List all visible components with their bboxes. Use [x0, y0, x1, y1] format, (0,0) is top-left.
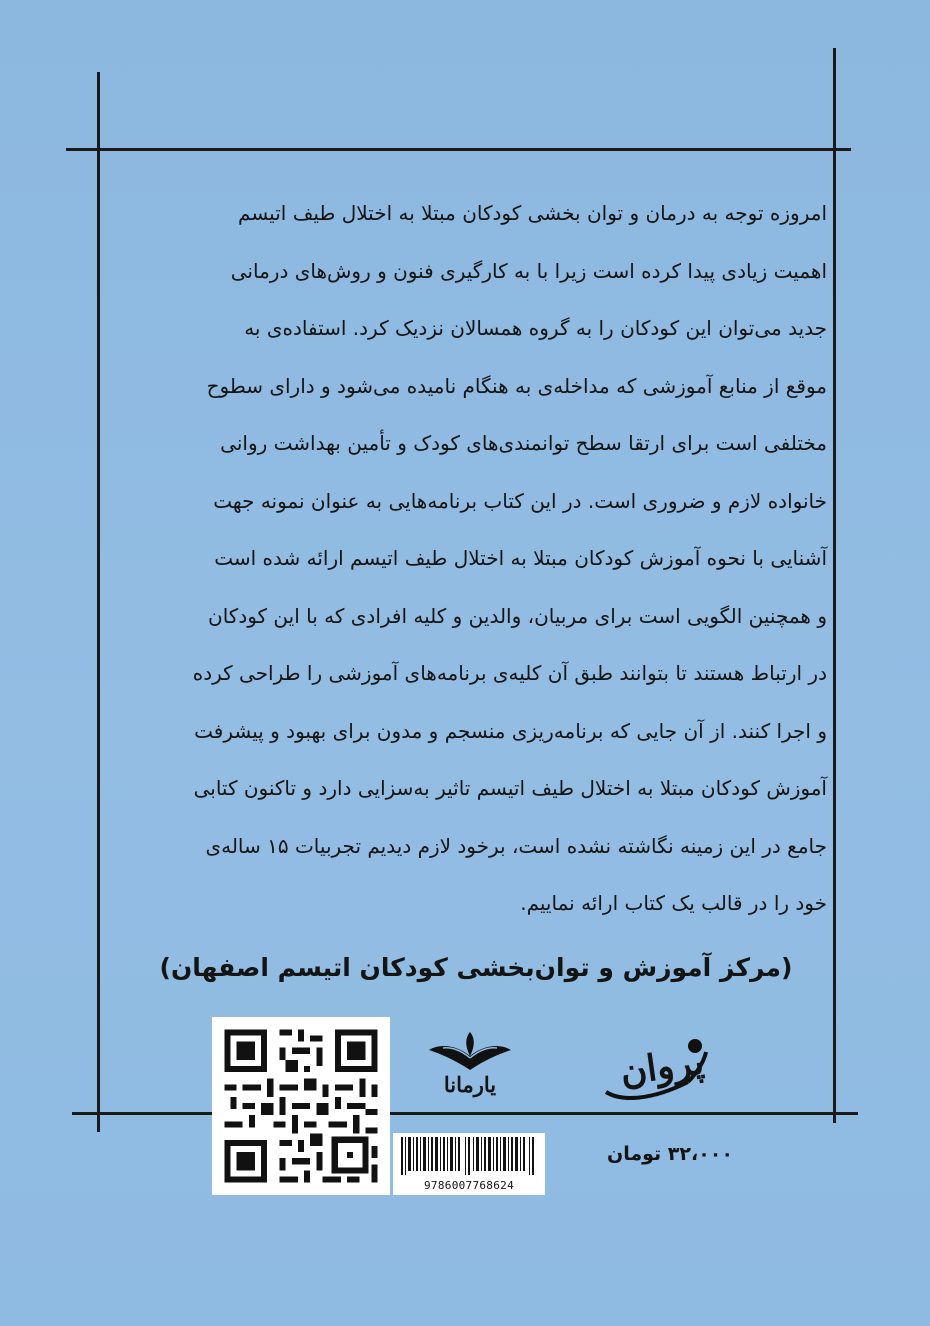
frame-line-top: [66, 148, 851, 151]
frame-line-right: [833, 48, 836, 1123]
description-line: اهمیت زیادی پیدا کرده است زیرا با به کارگیری فنون و روش‌های درمانی: [230, 258, 827, 283]
price-label: ۳۲،۰۰۰ تومان: [607, 1143, 733, 1165]
description-line: جدید می‌توان این کودکان را به گروه همسالان نزدیک کرد. استفاده‌ی به: [244, 316, 827, 340]
barcode-icon: [393, 1133, 545, 1195]
qr-code-icon: [212, 1017, 390, 1195]
publisher-name-parvan: پروان: [617, 1040, 707, 1094]
description-line: خود را در قالب یک کتاب ارائه نماییم.: [520, 891, 827, 915]
description-line: مختلفی است برای ارتقا سطح توانمندی‌های کودک و تأمین بهداشت روانی: [220, 431, 827, 455]
description-line: آموزش کودکان مبتلا به اختلال طیف اتیسم تاثیر به‌سزایی دارد و تاکنون کتابی: [193, 776, 827, 800]
author-signature: (مرکز آموزش و توان‌بخشی کودکان اتیسم اصفهان): [159, 953, 793, 982]
frame-line-left: [97, 72, 100, 1132]
description-line: در ارتباط هستند تا بتوانند طبق آن کلیه‌ی برنامه‌های آموزشی را طراحی کرده: [192, 661, 827, 685]
publisher-name-yarmana: یارمانا: [443, 1072, 497, 1097]
description-line: و اجرا کنند. از آن جایی که برنامه‌ریزی منسجم و مدون برای بهبود و پیشرفت: [194, 718, 827, 743]
isbn-number: 9786007768624: [424, 1179, 514, 1192]
description-line: امروزه توجه به درمان و توان بخشی کودکان مبتلا به اختلال طیف اتیسم: [238, 201, 827, 225]
description-line: موقع از منابع آموزشی که مداخله‌ی به هنگام نامیده می‌شود و دارای سطوح: [206, 373, 827, 398]
description-line: و همچنین الگویی است برای مربیان، والدین و کلیه افرادی که با این کودکان: [208, 603, 827, 628]
description-line: خانواده لازم و ضروری است. در این کتاب برنامه‌هایی به عنوان نمونه جهت: [213, 488, 827, 513]
book-description: [125, 185, 827, 933]
description-line: جامع در این زمینه نگاشته نشده است، برخود لازم دیدیم تجربیات ۱۵ ساله‌ی: [205, 833, 827, 858]
description-line: آشنایی با نحوه آموزش کودکان مبتلا به اختلال طیف اتیسم ارائه شده است: [214, 546, 827, 570]
